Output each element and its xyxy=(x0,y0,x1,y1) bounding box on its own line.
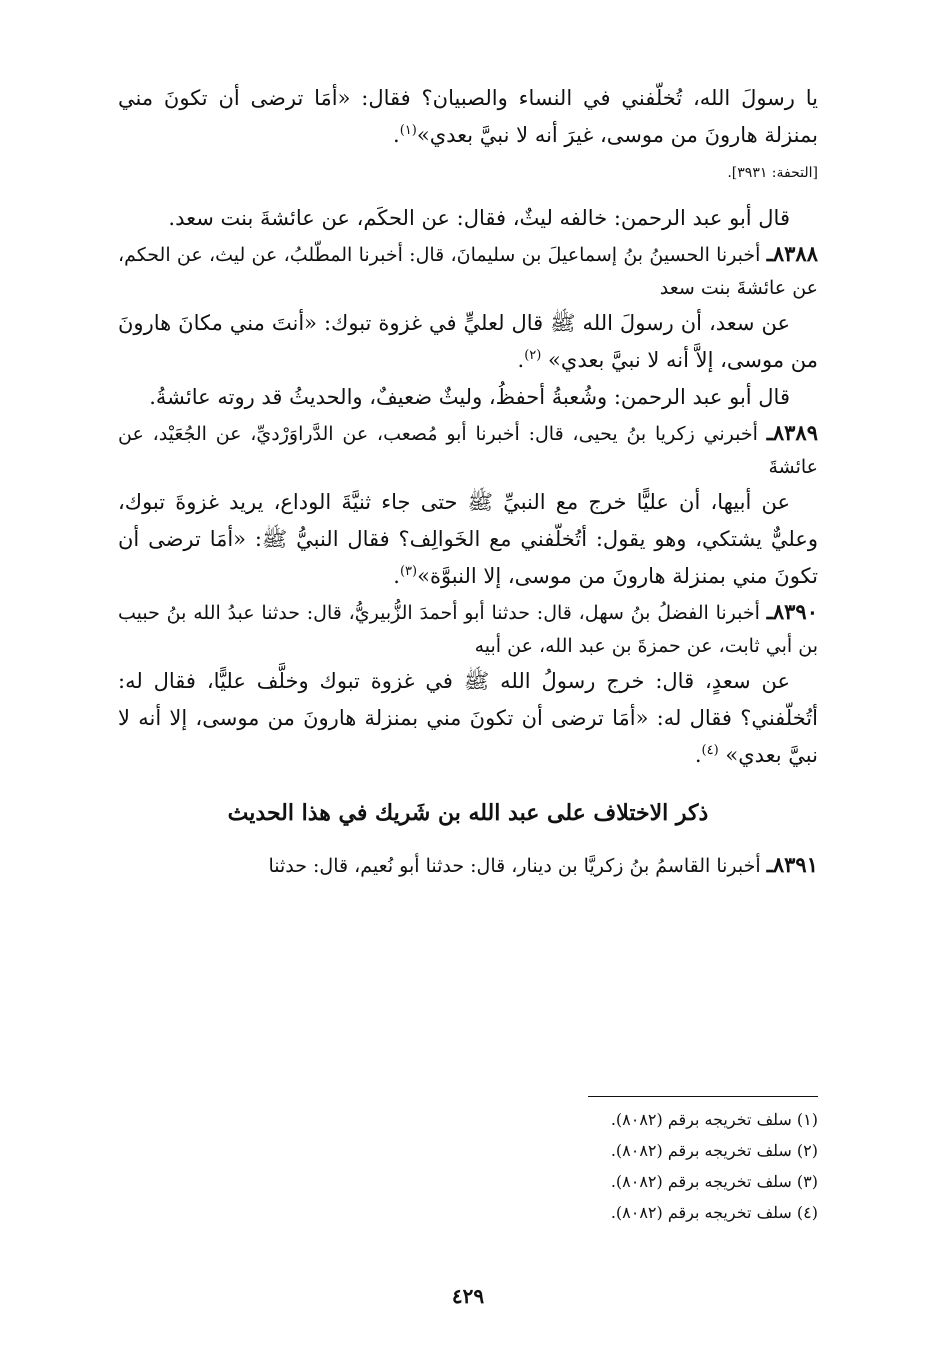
matn-text: عن أبيها، أن عليًّا خرج مع النبيِّ ﷺ حتى جاء ثنيَّةَ الوداع، يريد غزوةَ تبوك، وعليٌّ يشتكي، وهو يقول: أتُخلّفني مع الخَوالِف؟ فقال النبيُّ ﷺ: «أمَا ترضى أن تكونَ مني بمنزلة هارونَ من موسى، إلا النبوَّة» xyxy=(118,490,818,588)
footnote-marker: (٤) xyxy=(701,743,719,758)
page-number: ٤٢٩ xyxy=(451,1284,485,1308)
hadith-isnad xyxy=(118,416,818,484)
footnote: (٤) سلف تخريجه برقم (٨٠٨٢). xyxy=(610,1203,818,1222)
paragraph: يا رسولَ الله، تُخلّفني في النساء والصبيان؟ فقال: «أمَا ترضى أن تكونَ مني بمنزلة هارونَ من موسى، غيرَ أنه لا نبيَّ بعدي»$^{(١)}$. xyxy=(118,86,818,147)
paragraph-text: يا رسولَ الله، تُخلّفني في النساء والصبيان؟ فقال: «أمَا ترضى أن تكونَ مني بمنزلة هارونَ من موسى، غيرَ أنه لا نبيَّ بعدي» xyxy=(118,86,818,147)
hadith-isnad xyxy=(118,237,818,305)
footnote-divider xyxy=(588,1096,818,1097)
isnad-text: أخبرني زكريا بنُ يحيى، قال: أخبرنا أبو مُصعب، عن الدَّراوَرْديِّ، عن الجُعَيْد، عن عائشةَ xyxy=(118,423,818,478)
hadith-number: ٨٣٩٠ـ xyxy=(766,599,818,624)
matn-text: عن سعدٍ، قال: خرج رسولُ الله ﷺ في غزوة تبوك وخلَّف عليًّا، فقال له: أتُخلّفني؟ فقال له: «أمَا ترضى أن تكونَ مني بمنزلة هارونَ من موسى، إلا أنه لا نبيَّ بعدي» xyxy=(118,669,818,767)
footnote: (٣) سلف تخريجه برقم (٨٠٨٢). xyxy=(610,1172,818,1191)
hadith-isnad xyxy=(118,595,818,663)
footnote: (١) سلف تخريجه برقم (٨٠٨٢). xyxy=(610,1110,818,1129)
isnad-text: أخبرنا الحسينُ بنُ إسماعيلَ بن سليمانَ، قال: أخبرنا المطّلبُ، عن ليث، عن الحكم، عن عائشةَ بنت سعد xyxy=(118,244,818,299)
hadith-matn: عن سعدٍ، قال: خرج رسولُ الله ﷺ في غزوة تبوك وخلَّف عليًّا، فقال له: أتُخلّفني؟ فقال له: «أمَا ترضى أن تكونَ مني بمنزلة هارونَ من موسى، إلا أنه لا نبيَّ بعدي» $^{(٤)}$. xyxy=(118,669,818,767)
isnad-text: أخبرنا الفضلُ بنُ سهل، قال: حدثنا أبو أحمدَ الزُّبيريُّ، قال: حدثنا عبدُ الله بنُ حبيب بن أبي ثابت، عن حمزةَ بن عبد الله، عن أبيه xyxy=(118,602,818,657)
hadith-matn: عن أبيها، أن عليًّا خرج مع النبيِّ ﷺ حتى جاء ثنيَّةَ الوداع، يريد غزوةَ تبوك، وعليٌّ يشتكي، وهو يقول: أتُخلّفني مع الخَوالِف؟ فقال النبيُّ ﷺ: «أمَا ترضى أن تكونَ مني بمنزلة هارونَ من موسى، إلا النبوَّة»$^{(٣)}$. xyxy=(118,490,818,588)
hadith-number: ٨٣٨٨ـ xyxy=(766,241,818,266)
section-heading: ذكر الاختلاف على عبد الله بن شَريك في هذا الحديث xyxy=(227,800,709,826)
hadith-number: ٨٣٨٩ـ xyxy=(766,420,818,445)
isnad-text: أخبرنا القاسمُ بنُ زكريَّا بن دينار، قال: حدثنا أبو نُعيم، قال: حدثنا xyxy=(268,855,761,877)
commentary: قال أبو عبد الرحمن: خالفه ليثٌ، فقال: عن الحكَم، عن عائشةَ بنت سعد. xyxy=(168,206,790,230)
tuhfa-reference: [التحفة: ٣٩٣١]. xyxy=(727,165,818,181)
commentary: قال أبو عبد الرحمن: وشُعبةُ أحفظُ، وليثٌ ضعيفٌ، والحديثُ قد روته عائشةُ. xyxy=(149,385,790,409)
hadith-matn: عن سعد، أن رسولَ الله ﷺ قال لعليٍّ في غزوة تبوك: «أنتَ مني مكانَ هارونَ من موسى، إلاَّ أنه لا نبيَّ بعدي» $^{(٢)}$. xyxy=(118,311,818,372)
matn-text: عن سعد، أن رسولَ الله ﷺ قال لعليٍّ في غزوة تبوك: «أنتَ مني مكانَ هارونَ من موسى، إلاَّ أنه لا نبيَّ بعدي» xyxy=(118,311,818,372)
footnote: (٢) سلف تخريجه برقم (٨٠٨٢). xyxy=(610,1141,818,1160)
footnotes xyxy=(518,1104,818,1228)
footnote-marker: (٣) xyxy=(399,564,418,579)
footnote-marker: (١) xyxy=(399,123,417,138)
page-body xyxy=(118,80,818,883)
hadith-number: ٨٣٩١ـ xyxy=(766,852,818,877)
hadith-isnad xyxy=(118,848,818,883)
footnote-marker: (٢) xyxy=(524,348,542,363)
